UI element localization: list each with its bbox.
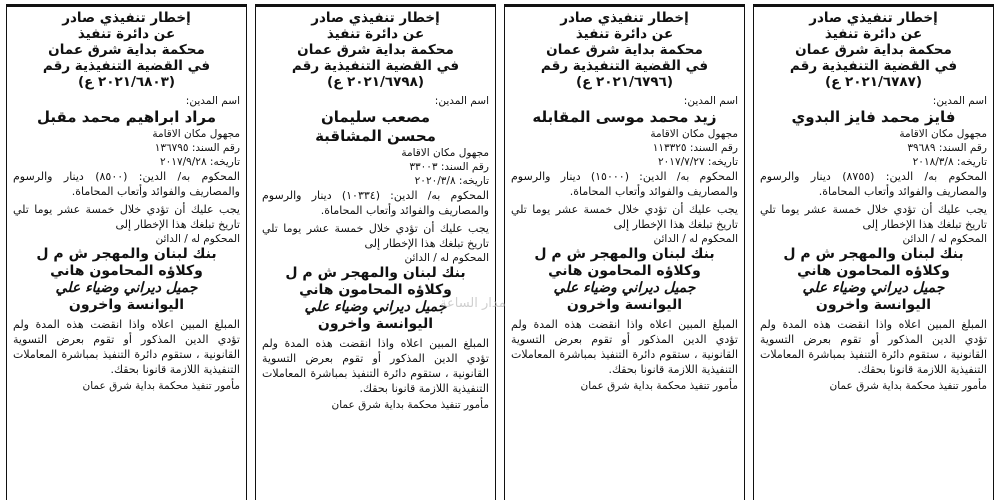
judgment-amount: المحكوم به/ الدين: (١٥٠٠٠) دينار والرسوم والمصاريف والفوائد وأتعاب المحاماة. [511,170,738,198]
case-number: (٢٠٢١/٦٨٠٣ ع) [77,74,176,90]
notice-1 [753,4,994,500]
notice-subtitle: عن دائرة تنفيذ [824,26,923,42]
document-number: رقم السند: ٣٩٦٨٩ [907,142,987,154]
site-watermark: مدار الساعة [440,296,506,311]
notice-2 [504,4,745,500]
judgment-amount: المحكوم به/ الدين: (١٠٣٣٤) دينار والرسوم والمصاريف والفوائد وأتعاب المحاماة. [262,189,489,217]
court-name: محكمة بداية شرق عمان [48,42,205,58]
enforcement-warning: المبلغ المبين اعلاه واذا انقضت هذه المدة ولم تؤدي الدين المذكور أو تقوم بعرض التسوية القانونية ، ستقوم دائرة التنفيذ بمباشرة المعاملات التنفيذية اللازمة قانونا بحقك. [262,337,489,395]
court-name: محكمة بداية شرق عمان [297,42,454,58]
creditor-lawyers-others: اليوانسة واخرون [317,316,434,332]
notice-subtitle: عن دائرة تنفيذ [575,26,674,42]
creditor-lawyers-names: جميل ديراني وضياء علي [304,299,447,315]
notice-title: إخطار تنفيذي صادر [62,10,191,26]
signature: مأمور تنفيذ محكمة بداية شرق عمان [331,399,489,411]
document-date: تاريخه: ٢٠١٧/٧/٢٧ [658,156,738,168]
creditor-lawyers: وكلاؤه المحامون هاني [299,282,452,298]
notice-title: إخطار تنفيذي صادر [809,10,938,26]
document-date: تاريخه: ٢٠٢٠/٣/٨ [414,175,489,187]
payment-demand: يجب عليك أن تؤدي خلال خمسة عشر يوما تلي تاريخ تبلغك هذا الإخطار إلى [13,203,240,231]
creditor-lawyers-others: اليوانسة واخرون [815,297,932,313]
payment-demand: يجب عليك أن تؤدي خلال خمسة عشر يوما تلي تاريخ تبلغك هذا الإخطار إلى [760,203,987,231]
notice-3 [255,4,496,500]
debtor-label: اسم المدين: [932,95,987,107]
debtor-name: زيد محمد موسى المقابله [532,108,717,126]
debtor-address: مجهول مكان الاقامة [650,128,738,140]
case-intro: في القضية التنفيذية رقم [789,58,958,74]
creditor-name: بنك لبنان والمهجر ش م ل [534,246,715,262]
debtor-name-line-2: محسن المشاقبة [315,127,436,145]
debtor-name: مراد ابراهيم محمد مقبل [36,108,217,126]
signature: مأمور تنفيذ محكمة بداية شرق عمان [580,380,738,392]
case-intro: في القضية التنفيذية رقم [540,58,709,74]
case-number: (٢٠٢١/٦٧٩٨ ع) [326,74,425,90]
debtor-address: مجهول مكان الاقامة [899,128,987,140]
debtor-label: اسم المدين: [683,95,738,107]
signature: مأمور تنفيذ محكمة بداية شرق عمان [82,380,240,392]
creditor-lawyers-names: جميل ديراني وضياء علي [802,280,945,296]
enforcement-warning: المبلغ المبين اعلاه واذا انقضت هذه المدة ولم تؤدي الدين المذكور أو تقوم بعرض التسوية القانونية ، ستقوم دائرة التنفيذ بمباشرة المعاملات التنفيذية اللازمة قانونا بحقك. [13,318,240,376]
document-date: تاريخه: ٢٠١٧/٩/٢٨ [160,156,240,168]
document-date: تاريخه: ٢٠١٨/٣/٨ [912,156,987,168]
creditor-name: بنك لبنان والمهجر ش م ل [783,246,964,262]
debtor-name: مصعب سليمان [320,108,431,126]
debtor-name: فايز محمد فايز البدوي [791,108,956,126]
creditor-lawyers: وكلاؤه المحامون هاني [797,263,950,279]
creditor-lawyers-others: اليوانسة واخرون [68,297,185,313]
notice-title: إخطار تنفيذي صادر [311,10,440,26]
document-number: رقم السند: ١٣٦٧٩٥ [154,142,240,154]
notice-title: إخطار تنفيذي صادر [560,10,689,26]
debtor-address: مجهول مكان الاقامة [401,147,489,159]
judgment-amount: المحكوم به/ الدين: (٨٧٥٥) دينار والرسوم والمصاريف والفوائد وأتعاب المحاماة. [760,170,987,198]
creditor-label: المحكوم له / الدائن [155,233,240,245]
creditor-lawyers-names: جميل ديراني وضياء علي [55,280,198,296]
case-intro: في القضية التنفيذية رقم [42,58,211,74]
notice-4 [6,4,247,500]
enforcement-warning: المبلغ المبين اعلاه واذا انقضت هذه المدة ولم تؤدي الدين المذكور أو تقوم بعرض التسوية القانونية ، ستقوم دائرة التنفيذ بمباشرة المعاملات التنفيذية اللازمة قانونا بحقك. [511,318,738,376]
creditor-lawyers: وكلاؤه المحامون هاني [548,263,701,279]
debtor-label: اسم المدين: [185,95,240,107]
court-name: محكمة بداية شرق عمان [546,42,703,58]
case-number: (٢٠٢١/٦٧٨٧ ع) [824,74,923,90]
case-intro: في القضية التنفيذية رقم [291,58,460,74]
creditor-lawyers-names: جميل ديراني وضياء علي [553,280,696,296]
document-number: رقم السند: ١١٣٣٢٥ [652,142,738,154]
debtor-label: اسم المدين: [434,95,489,107]
case-number: (٢٠٢١/٦٧٩٦ ع) [575,74,674,90]
signature: مأمور تنفيذ محكمة بداية شرق عمان [829,380,987,392]
creditor-lawyers: وكلاؤه المحامون هاني [50,263,203,279]
notice-subtitle: عن دائرة تنفيذ [326,26,425,42]
creditor-label: المحكوم له / الدائن [653,233,738,245]
notice-subtitle: عن دائرة تنفيذ [77,26,176,42]
judgment-amount: المحكوم به/ الدين: (٨٥٠٠) دينار والرسوم والمصاريف والفوائد وأتعاب المحاماة. [13,170,240,198]
creditor-name: بنك لبنان والمهجر ش م ل [285,265,466,281]
enforcement-warning: المبلغ المبين اعلاه واذا انقضت هذه المدة ولم تؤدي الدين المذكور أو تقوم بعرض التسوية القانونية ، ستقوم دائرة التنفيذ بمباشرة المعاملات التنفيذية اللازمة قانونا بحقك. [760,318,987,376]
creditor-label: المحكوم له / الدائن [404,252,489,264]
payment-demand: يجب عليك أن تؤدي خلال خمسة عشر يوما تلي تاريخ تبلغك هذا الإخطار إلى [511,203,738,231]
court-name: محكمة بداية شرق عمان [795,42,952,58]
creditor-name: بنك لبنان والمهجر ش م ل [36,246,217,262]
creditor-lawyers-others: اليوانسة واخرون [566,297,683,313]
payment-demand: يجب عليك أن تؤدي خلال خمسة عشر يوما تلي تاريخ تبلغك هذا الإخطار إلى [262,222,489,250]
debtor-address: مجهول مكان الاقامة [152,128,240,140]
document-number: رقم السند: ٣٣٠٠٣ [409,161,489,173]
creditor-label: المحكوم له / الدائن [902,233,987,245]
